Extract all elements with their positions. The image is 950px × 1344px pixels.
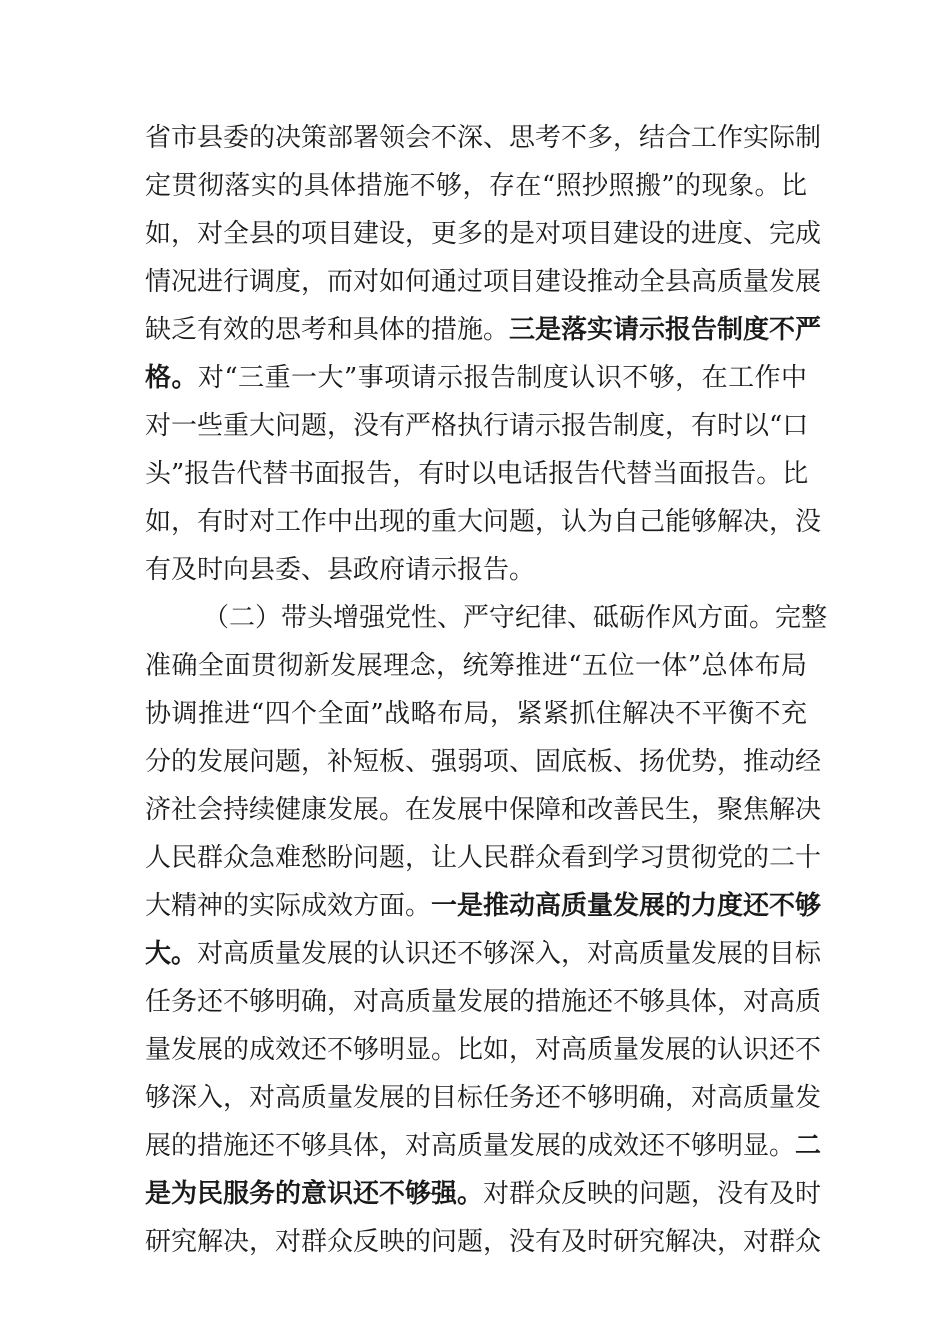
text-run: 准确全面贯彻新发展理念，统筹推进“五位一体”总体布局 bbox=[145, 651, 807, 681]
text-run: 协调推进“四个全面”战略布局，紧紧抓住解决不平衡不充 bbox=[145, 699, 807, 729]
text-line bbox=[145, 1078, 822, 1118]
bold-heading-run: 一是推动高质量发展的力度还不够 bbox=[431, 891, 822, 921]
text-run: 定贯彻落实的具体措施不够，存在“照抄照搬”的现象。比 bbox=[145, 171, 807, 201]
text-line bbox=[145, 502, 822, 542]
text-line bbox=[145, 310, 822, 350]
section-heading-line bbox=[203, 598, 828, 638]
text-line bbox=[145, 262, 822, 302]
bold-heading-run: 格。 bbox=[145, 363, 198, 393]
text-line bbox=[145, 1222, 822, 1262]
text-run: 分的发展问题，补短板、强弱项、固底板、扬优势，推动经 bbox=[145, 747, 822, 777]
text-line bbox=[145, 454, 807, 494]
text-run: 对“三重一大”事项请示报告制度认识不够，在工作中 bbox=[197, 363, 807, 393]
text-line bbox=[145, 838, 822, 878]
bold-heading-run: 二 bbox=[795, 1131, 822, 1161]
text-line bbox=[145, 886, 822, 926]
bold-heading-run: 大。 bbox=[145, 939, 198, 969]
text-run: 研究解决，对群众反映的问题，没有及时研究解决，对群众 bbox=[145, 1227, 822, 1257]
text-run: 省市县委的决策部署领会不深、思考不多，结合工作实际制 bbox=[145, 123, 822, 153]
text-run: 缺乏有效的思考和具体的措施。 bbox=[145, 315, 510, 345]
text-run: 大精神的实际成效方面。 bbox=[145, 891, 432, 921]
text-line bbox=[145, 406, 807, 446]
text-run: 展的措施还不够具体，对高质量发展的成效还不够明显。 bbox=[145, 1131, 796, 1161]
text-line bbox=[145, 1126, 822, 1166]
bold-heading-run: 是为民服务的意识还不够强。 bbox=[145, 1179, 484, 1209]
text-run: 如，对全县的项目建设，更多的是对项目建设的进度、完成 bbox=[145, 219, 822, 249]
text-run: 有及时向县委、县政府请示报告。 bbox=[145, 555, 536, 585]
text-run: 对高质量发展的认识还不够深入，对高质量发展的目标 bbox=[197, 939, 822, 969]
text-line bbox=[145, 1030, 822, 1070]
text-line bbox=[145, 118, 822, 158]
text-run: 量发展的成效还不够明显。比如，对高质量发展的认识还不 bbox=[145, 1035, 822, 1065]
text-run: 对群众反映的问题，没有及时 bbox=[483, 1179, 822, 1209]
text-line bbox=[145, 646, 807, 686]
text-run: 情况进行调度，而对如何通过项目建设推动全县高质量发展 bbox=[145, 267, 822, 297]
text-line bbox=[145, 790, 822, 830]
text-line bbox=[145, 358, 807, 398]
text-run: 够深入，对高质量发展的目标任务还不够明确，对高质量发 bbox=[145, 1083, 822, 1113]
text-run: 人民群众急难愁盼问题，让人民群众看到学习贯彻党的二十 bbox=[145, 843, 822, 873]
text-line bbox=[145, 742, 822, 782]
bold-heading-run: 三是落实请示报告制度不严 bbox=[509, 315, 822, 345]
text-run: 济社会持续健康发展。在发展中保障和改善民生，聚焦解决 bbox=[145, 795, 822, 825]
text-run: （二）带头增强党性、严守纪律、砥砺作风方面。完整 bbox=[203, 603, 828, 633]
text-run: 头”报告代替书面报告，有时以电话报告代替当面报告。比 bbox=[145, 459, 809, 489]
text-line bbox=[145, 166, 807, 206]
text-line bbox=[145, 1174, 822, 1214]
text-line bbox=[145, 550, 807, 590]
text-run: 对一些重大问题，没有严格执行请示报告制度，有时以“口 bbox=[145, 411, 809, 441]
text-line bbox=[145, 214, 822, 254]
text-run: 任务还不够明确，对高质量发展的措施还不够具体，对高质 bbox=[145, 987, 822, 1017]
text-line bbox=[145, 934, 822, 974]
text-run: 如，有时对工作中出现的重大问题，认为自己能够解决，没 bbox=[145, 507, 822, 537]
text-line bbox=[145, 694, 807, 734]
text-line bbox=[145, 982, 822, 1022]
